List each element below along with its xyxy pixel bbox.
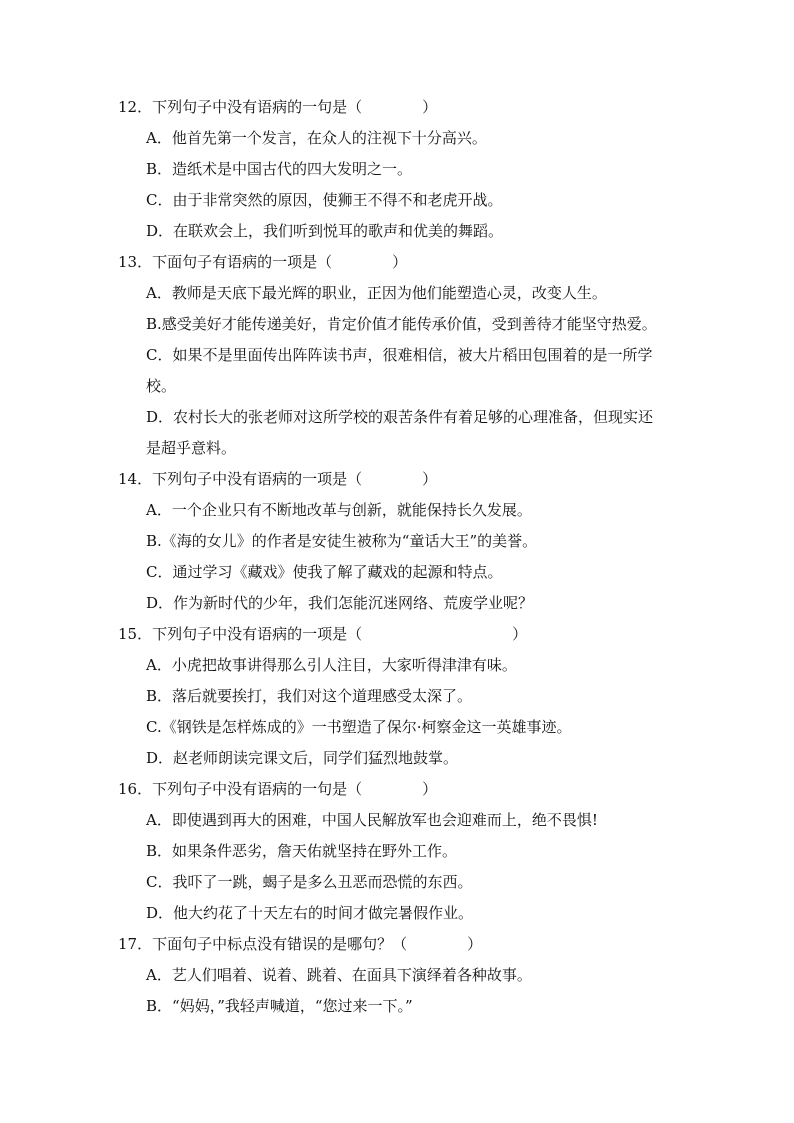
- question-title: 15．下列句子中没有语病的一项是（ ）: [118, 625, 528, 643]
- option-b: B．“妈妈，”我轻声喊道，“您过来一下。”: [146, 997, 413, 1015]
- question-12: [118, 92, 678, 247]
- option-a: A．他首先第一个发言，在众人的注视下十分高兴。: [146, 129, 487, 147]
- option-a: A．一个企业只有不断地改革与创新，就能保持长久发展。: [146, 501, 532, 519]
- option-b: B.《海的女儿》的作者是安徒生被称为“童话大王”的美誉。: [146, 532, 538, 550]
- question-13: [118, 247, 678, 464]
- option-a: A．即使遇到再大的困难，中国人民解放军也会迎难而上，绝不畏惧!: [146, 811, 598, 829]
- option-d: D．农村长大的张老师对这所学校的艰苦条件有着足够的心理准备，但现实还: [146, 408, 654, 426]
- option-c: C．我吓了一跳，蝎子是多么丑恶而恐慌的东西。: [146, 873, 473, 891]
- option-a: A．艺人们唱着、说着、跳着、在面具下演绎着各种故事。: [146, 966, 532, 984]
- option-c: C．通过学习《藏戏》使我了解了藏戏的起源和特点。: [146, 563, 503, 581]
- question-title: 12．下列句子中没有语病的一句是（ ）: [118, 98, 438, 116]
- option-d: D．赵老师朗读完课文后，同学们猛烈地鼓掌。: [146, 749, 459, 767]
- option-d-continued: 是超乎意料。: [146, 439, 237, 457]
- question-title: 17．下面句子中标点没有错误的是哪句？（ ）: [118, 935, 483, 953]
- option-c-continued: 校。: [146, 377, 177, 395]
- option-a: A．教师是天底下最光辉的职业，正因为他们能塑造心灵，改变人生。: [146, 284, 607, 302]
- option-c: C．如果不是里面传出阵阵读书声，很难相信，被大片稻田包围着的是一所学: [146, 346, 653, 364]
- option-d: D．他大约花了十天左右的时间才做完暑假作业。: [146, 904, 474, 922]
- question-title: 14．下列句子中没有语病的一项是（ ）: [118, 470, 438, 488]
- option-b: B.感受美好才能传递美好，肯定价值才能传承价值，受到善待才能坚守热爱。: [146, 315, 657, 333]
- question-15: [118, 619, 678, 774]
- option-a: A．小虎把故事讲得那么引人注目，大家听得津津有味。: [146, 656, 517, 674]
- option-b: B．落后就要挨打，我们对这个道理感受太深了。: [146, 687, 473, 705]
- question-list: [118, 92, 678, 1022]
- question-14: [118, 464, 678, 619]
- question-title: 13．下面句子有语病的一项是（ ）: [118, 253, 408, 271]
- option-c: C.《钢铁是怎样炼成的》一书塑造了保尔·柯察金这一英雄事迹。: [146, 718, 572, 736]
- question-16: [118, 774, 678, 929]
- question-title: 16．下列句子中没有语病的一句是（ ）: [118, 780, 438, 798]
- option-b: B．造纸术是中国古代的四大发明之一。: [146, 160, 413, 178]
- question-17: [118, 929, 678, 1022]
- option-b: B．如果条件恶劣，詹天佑就坚持在野外工作。: [146, 842, 458, 860]
- option-d: D．在联欢会上，我们听到悦耳的歌声和优美的舞蹈。: [146, 222, 504, 240]
- option-d: D．作为新时代的少年，我们怎能沉迷网络、荒废学业呢？: [146, 594, 534, 612]
- option-c: C．由于非常突然的原因，使狮王不得不和老虎开战。: [146, 191, 503, 209]
